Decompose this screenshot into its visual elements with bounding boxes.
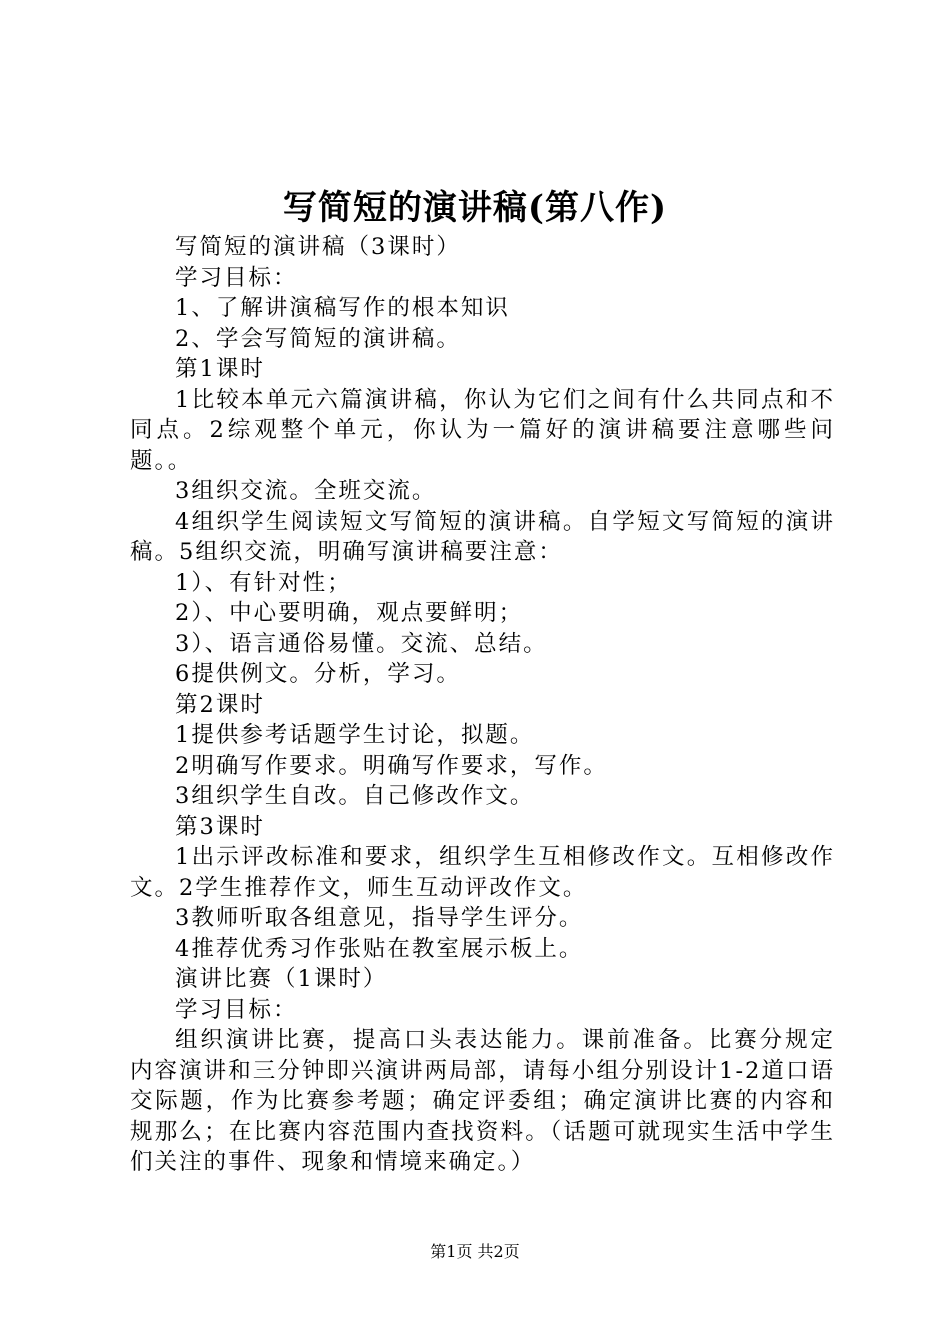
paragraph: 3教师听取各组意见，指导学生评分。	[175, 905, 584, 931]
document-title: 写简短的演讲稿(第八作)	[282, 188, 668, 228]
paragraph: 1、了解讲演稿写作的根本知识	[175, 295, 510, 321]
paragraph: 组织演讲比赛，提高口头表达能力。课前准备。比赛分规定内容演讲和三分钟即兴演讲两局部，请每小组分别设计1-2道口语交际题，作为比赛参考题；确定评委组；确定演讲比赛的内容和规那么；在比赛内容范围内查找资料。（话题可就现实生活中学生们关注的事件、现象和情境来确定。）	[130, 1027, 835, 1175]
paragraph: 6提供例文。分析，学习。	[175, 661, 461, 687]
paragraph: 第3课时	[175, 813, 265, 840]
paragraph: 4组织学生阅读短文写简短的演讲稿。自学短文写简短的演讲稿。5组织交流，明确写演讲稿要注意：	[130, 508, 835, 565]
document-body	[130, 232, 835, 1178]
paragraph: 3）、语言通俗易懂。交流、总结。	[175, 630, 548, 657]
paragraph: 第1课时	[175, 356, 265, 382]
paragraph: 1提供参考话题学生讨论，拟题。	[175, 722, 535, 748]
paragraph: 演讲比赛（1课时）	[175, 966, 388, 992]
paragraph: 第2课时	[175, 691, 265, 718]
paragraph: 学习目标：	[175, 996, 298, 1023]
paragraph: 1出示评改标准和要求，组织学生互相修改作文。互相修改作文。2学生推荐作文，师生互动评改作文。	[130, 844, 835, 901]
paragraph: 3组织交流。全班交流。	[175, 478, 437, 504]
paragraph: 2）、中心要明确，观点要鲜明；	[175, 600, 524, 626]
paragraph: 3组织学生自改。自己修改作文。	[175, 783, 535, 809]
paragraph: 2、学会写简短的演讲稿。	[175, 325, 461, 352]
paragraph: 1比较本单元六篇演讲稿，你认为它们之间有什么共同点和不同点。2综观整个单元，你认为一篇好的演讲稿要注意哪些问题。。	[130, 386, 835, 474]
paragraph: 1）、有针对性；	[175, 569, 352, 596]
page-footer: 第1页 共2页	[430, 1242, 520, 1261]
paragraph: 2明确写作要求。明确写作要求，写作。	[175, 752, 608, 779]
paragraph: 写简短的演讲稿（3课时）	[175, 234, 461, 260]
paragraph: 4推荐优秀习作张贴在教室展示板上。	[175, 935, 584, 962]
paragraph: 学习目标：	[175, 264, 298, 291]
